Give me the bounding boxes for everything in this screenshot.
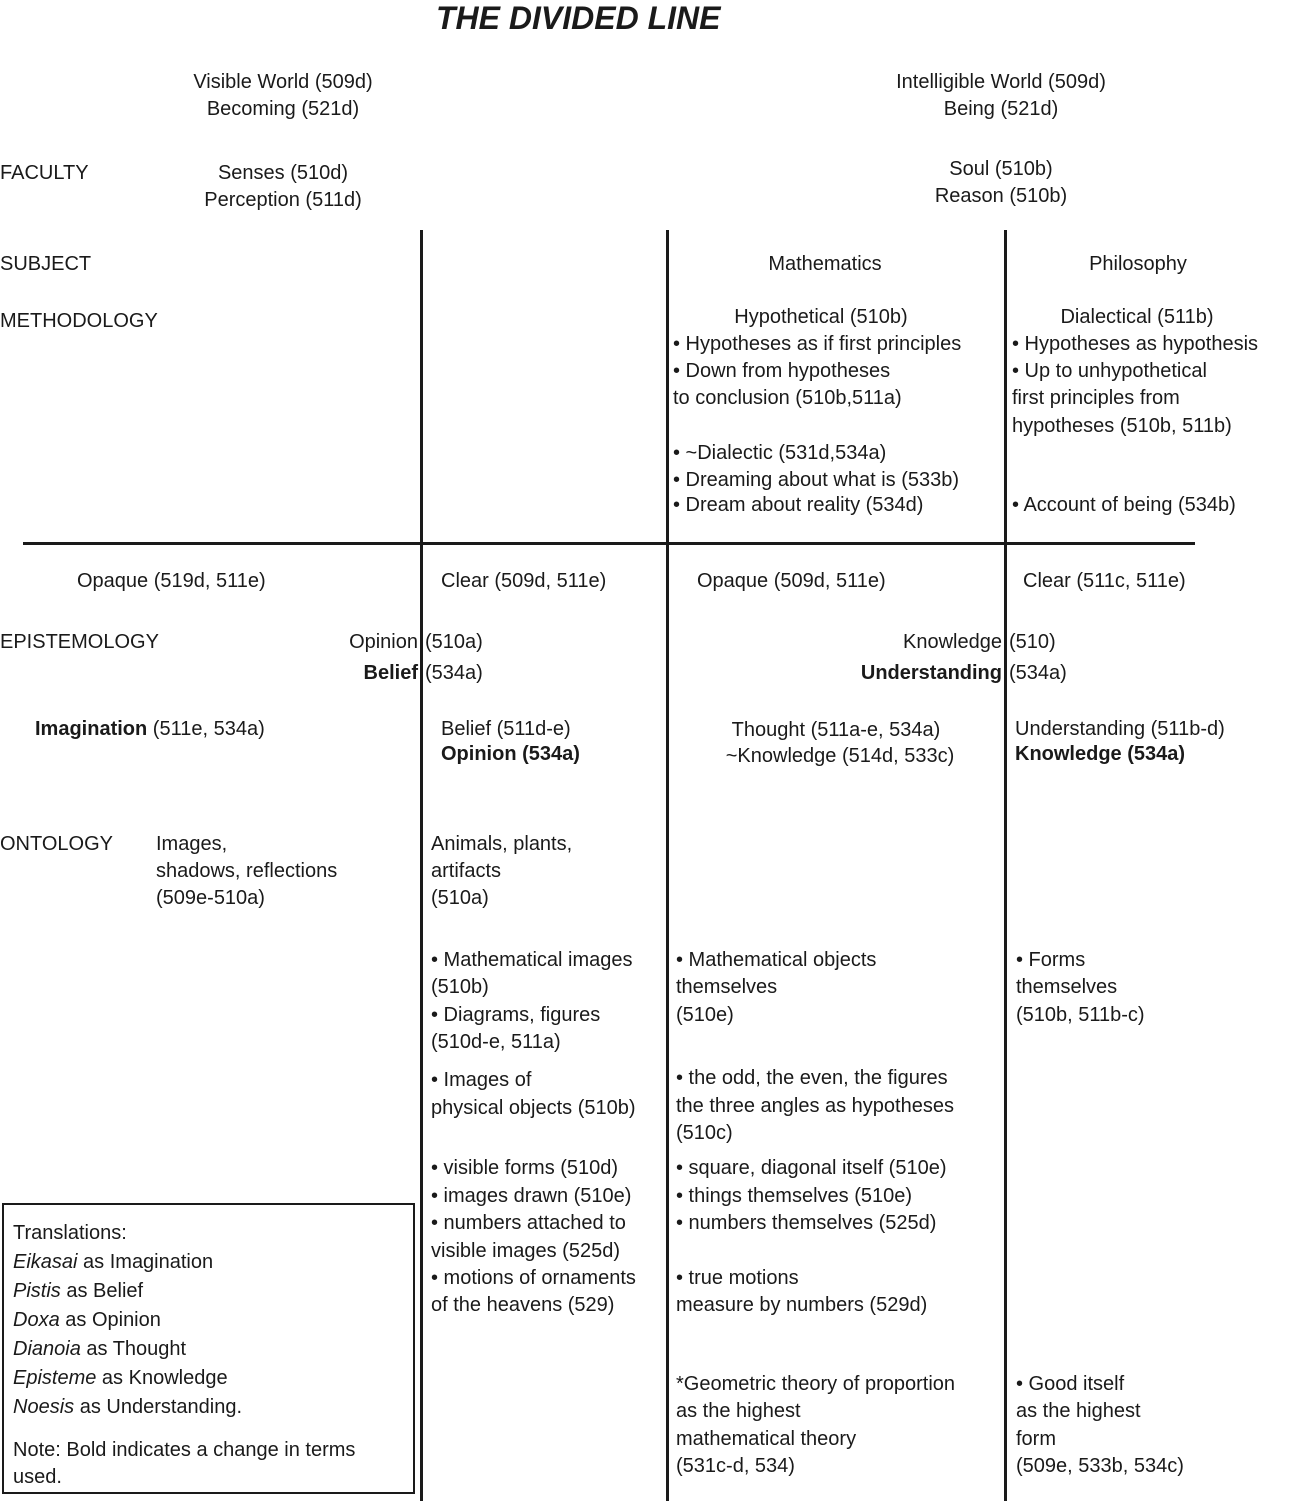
becoming-label: Becoming (521d) (206, 98, 360, 120)
ontology-col3-line: (510e) (676, 1004, 734, 1026)
ontology-col3-line: • true motions (676, 1267, 799, 1289)
legend-item (13, 1336, 186, 1363)
methodology-math-line: to conclusion (510b,511a) (673, 387, 902, 409)
ontology-col2-line: • visible forms (510d) (431, 1157, 619, 1179)
methodology-phil-line: hypotheses (510b, 511b) (1012, 415, 1232, 437)
visible-world-label: Visible World (509d) (193, 71, 373, 93)
being-label: Being (521d) (943, 98, 1059, 120)
ontology-col2-line: • images drawn (510e) (431, 1185, 632, 1207)
row-label-faculty: FACULTY (0, 162, 89, 184)
ontology-col2-line: (510d-e, 511a) (431, 1031, 561, 1053)
epistemology-col4-line1: Understanding (511b-d) (1015, 718, 1225, 740)
ontology-col2-line: artifacts (431, 860, 502, 882)
ontology-col4-line: form (1016, 1428, 1056, 1450)
legend-term: Dianoia (13, 1338, 81, 1360)
methodology-math-line: • Dream about reality (534d) (673, 494, 924, 516)
methodology-math-line: • ~Dialectic (531d,534a) (673, 442, 887, 464)
ontology-col2-line: of the heavens (529) (431, 1294, 615, 1316)
methodology-math-title: Hypothetical (510b) (734, 306, 908, 328)
ontology-col2-line: physical objects (510b) (431, 1097, 636, 1119)
imagination-term: Imagination (35, 718, 148, 740)
ontology-col3-line: • things themselves (510e) (676, 1185, 913, 1207)
vertical-divider-3 (1004, 230, 1007, 1501)
vertical-divider-1 (420, 230, 423, 1501)
row-label-subject: SUBJECT (0, 253, 92, 275)
legend-term: Pistis (13, 1280, 61, 1302)
legend-term: Episteme (13, 1367, 97, 1389)
clarity-col3: Opaque (509d, 511e) (697, 570, 886, 592)
ontology-col2-line: • Diagrams, figures (431, 1004, 601, 1026)
faculty-perception: Perception (511d) (204, 189, 362, 211)
ontology-col3-line: mathematical theory (676, 1428, 857, 1450)
ontology-col1-line: Images, (156, 833, 228, 855)
epistemology-opinion-word: Opinion (349, 631, 418, 653)
methodology-math-line: • Dreaming about what is (533b) (673, 469, 960, 491)
methodology-phil-line: first principles from (1012, 387, 1180, 409)
ontology-col3-line: (531c-d, 534) (676, 1455, 795, 1477)
ontology-col3-line: as the highest (676, 1400, 801, 1422)
ontology-col1-line: (509e-510a) (156, 887, 265, 909)
faculty-soul: Soul (510b) (949, 158, 1053, 180)
ontology-col4-line: • Good itself (1016, 1373, 1125, 1395)
epistemology-belief-ref: (534a) (425, 662, 483, 684)
row-label-methodology: METHODOLOGY (0, 310, 158, 332)
row-label-ontology: ONTOLOGY (0, 833, 113, 855)
faculty-reason: Reason (510b) (934, 185, 1068, 207)
epistemology-col4-line2: Knowledge (534a) (1015, 743, 1186, 765)
epistemology-understanding-word: Understanding (860, 662, 1002, 684)
legend-meaning: as Opinion (59, 1309, 161, 1331)
ontology-col2-line: Animals, plants, (431, 833, 573, 855)
legend-term: Doxa (13, 1309, 60, 1331)
epistemology-knowledge-word: Knowledge (903, 631, 1002, 653)
legend-meaning: as Knowledge (96, 1367, 228, 1389)
clarity-col2: Clear (509d, 511e) (441, 570, 607, 592)
epistemology-understanding-ref: (534a) (1009, 662, 1067, 684)
methodology-phil-title: Dialectical (511b) (1060, 306, 1214, 328)
legend-meaning: as Belief (60, 1280, 144, 1302)
methodology-phil-line: • Hypotheses as hypothesis (1012, 333, 1259, 355)
ontology-col3-line: themselves (676, 976, 778, 998)
ontology-col3-line: measure by numbers (529d) (676, 1294, 928, 1316)
ontology-col3-line: • numbers themselves (525d) (676, 1212, 937, 1234)
ontology-col3-line: (510c) (676, 1122, 733, 1144)
horizontal-divider-line (23, 542, 1195, 545)
ontology-col4-line: • Forms (1016, 949, 1086, 971)
ontology-col3-line: *Geometric theory of proportion (676, 1373, 956, 1395)
legend-meaning: as Understanding. (74, 1396, 243, 1418)
ontology-col2-line: visible images (525d) (431, 1240, 620, 1262)
ontology-col4-line: as the highest (1016, 1400, 1141, 1422)
methodology-math-line: • Down from hypotheses (673, 360, 891, 382)
ontology-col2-line: (510b) (431, 976, 489, 998)
epistemology-knowledge-ref: (510) (1009, 631, 1056, 653)
ontology-col2-line: • Mathematical images (431, 949, 633, 971)
ontology-col4-line: (510b, 511b-c) (1016, 1004, 1145, 1026)
faculty-senses: Senses (510d) (217, 162, 349, 184)
ontology-col2-line: • numbers attached to (431, 1212, 626, 1234)
ontology-col3-line: the three angles as hypotheses (676, 1095, 954, 1117)
epistemology-col2-line1: Belief (511d-e) (441, 718, 571, 740)
legend-item (13, 1307, 161, 1334)
epistemology-belief-word: Belief (363, 662, 418, 684)
legend-note-line1: Note: Bold indicates a change in terms (13, 1439, 356, 1461)
epistemology-col3-line1: Thought (511a-e, 534a) (731, 719, 941, 741)
methodology-phil-line: • Up to unhypothetical (1012, 360, 1207, 382)
legend-note-line2: used. (13, 1466, 62, 1488)
ontology-col2-line: • Images of (431, 1069, 532, 1091)
legend-item (13, 1278, 143, 1305)
methodology-phil-line: • Account of being (534b) (1012, 494, 1236, 516)
legend-term: Eikasai (13, 1251, 78, 1273)
row-label-epistemology: EPISTEMOLOGY (0, 631, 159, 653)
epistemology-opinion-ref: (510a) (425, 631, 483, 653)
intelligible-world-label: Intelligible World (509d) (896, 71, 1106, 93)
subject-mathematics: Mathematics (768, 253, 882, 275)
clarity-col4: Clear (511c, 511e) (1023, 570, 1186, 592)
diagram-title: THE DIVIDED LINE (436, 0, 721, 36)
ontology-col2-line: (510a) (431, 887, 489, 909)
ontology-col1-line: shadows, reflections (156, 860, 338, 882)
epistemology-col2-line2: Opinion (534a) (441, 743, 580, 765)
subject-philosophy: Philosophy (1089, 253, 1187, 275)
legend-meaning: as Imagination (77, 1251, 214, 1273)
legend-heading: Translations: (13, 1222, 127, 1244)
ontology-col4-line: themselves (1016, 976, 1118, 998)
ontology-col4-line: (509e, 533b, 534c) (1016, 1455, 1184, 1477)
clarity-col1: Opaque (519d, 511e) (77, 570, 266, 592)
epistemology-col1 (35, 716, 265, 743)
legend-item (13, 1394, 242, 1421)
legend-meaning: as Thought (80, 1338, 187, 1360)
ontology-col2-line: • motions of ornaments (431, 1267, 636, 1289)
methodology-math-line: • Hypotheses as if first principles (673, 333, 962, 355)
ontology-col3-line: • Mathematical objects (676, 949, 877, 971)
epistemology-col3-line2: ~Knowledge (514d, 533c) (725, 745, 955, 767)
ontology-col3-line: • square, diagonal itself (510e) (676, 1157, 947, 1179)
translations-legend-box (2, 1203, 415, 1494)
legend-item (13, 1365, 228, 1392)
vertical-divider-2 (666, 230, 669, 1501)
ontology-col3-line: • the odd, the even, the figures (676, 1067, 948, 1089)
legend-item (13, 1249, 213, 1276)
legend-term: Noesis (13, 1396, 75, 1418)
imagination-ref: (511e, 534a) (147, 718, 265, 740)
